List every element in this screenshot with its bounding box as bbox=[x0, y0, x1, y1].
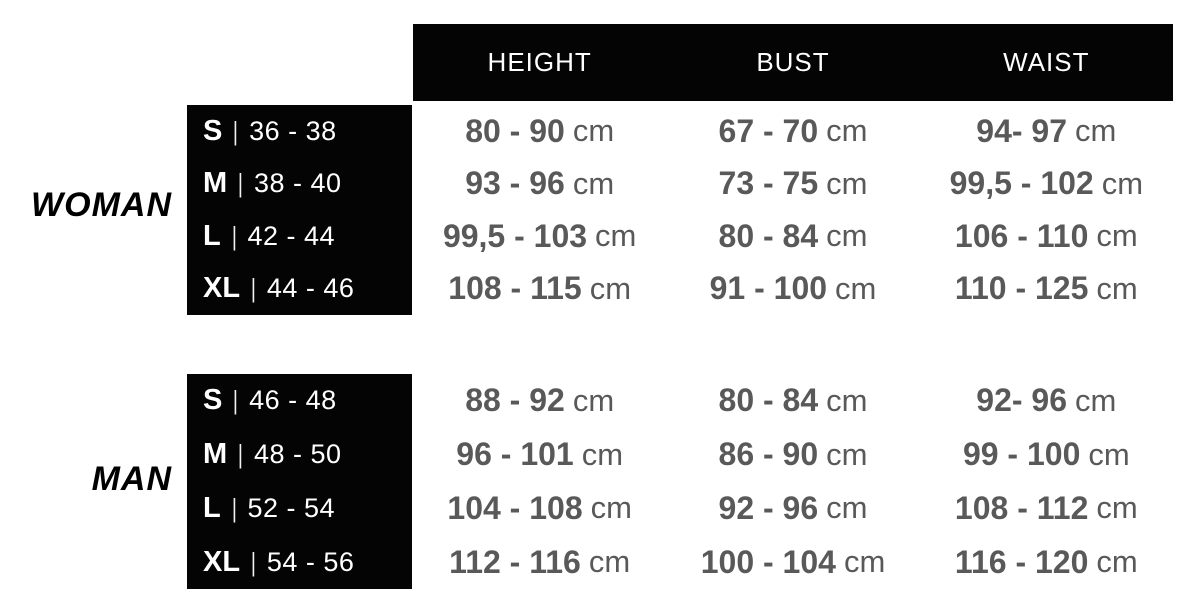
measurement-value: 91 - 100 bbox=[709, 270, 828, 307]
measurement-unit: cm bbox=[835, 270, 877, 306]
measurement-unit: cm bbox=[572, 165, 615, 201]
size-range: 46 - 48 bbox=[249, 385, 337, 416]
size-separator: | bbox=[233, 115, 239, 146]
cell-woman-m-bust bbox=[666, 158, 919, 211]
size-row-woman-xl bbox=[187, 263, 412, 316]
cell-man-l-waist bbox=[920, 482, 1173, 536]
measurement-value: 93 - 96 bbox=[465, 165, 565, 202]
measurement-value: 112 - 116 bbox=[449, 543, 581, 580]
size-letter: L bbox=[203, 219, 221, 252]
cell-woman-l-waist bbox=[920, 210, 1173, 263]
table-header-bar bbox=[413, 24, 1173, 101]
measurement-unit: cm bbox=[581, 436, 624, 472]
column-header-bust: BUST bbox=[756, 47, 830, 77]
cell-man-m-bust bbox=[666, 428, 919, 482]
measurements-grid-woman bbox=[413, 105, 1173, 315]
measurement-value: 99 - 100 bbox=[962, 436, 1081, 473]
size-letter: M bbox=[203, 438, 228, 471]
size-row-woman-l bbox=[187, 210, 412, 263]
cell-woman-xl-waist bbox=[920, 263, 1173, 316]
size-row-man-l bbox=[187, 482, 412, 536]
cell-woman-m-waist bbox=[920, 158, 1173, 211]
measurement-value: 99,5 - 103 bbox=[442, 217, 588, 254]
cell-woman-xl-bust bbox=[666, 263, 919, 316]
size-box-man bbox=[187, 374, 412, 589]
size-range: 36 - 38 bbox=[249, 115, 337, 146]
cell-man-s-height bbox=[413, 374, 666, 428]
measurement-unit: cm bbox=[589, 270, 632, 306]
measurement-value: 86 - 90 bbox=[718, 436, 819, 473]
size-letter: M bbox=[203, 167, 228, 200]
measurement-value: 108 - 115 bbox=[448, 270, 582, 307]
size-letter: S bbox=[203, 114, 223, 147]
size-separator: | bbox=[233, 385, 239, 416]
cell-woman-s-bust bbox=[666, 105, 919, 158]
measurement-unit: cm bbox=[1096, 270, 1138, 306]
cell-man-l-bust bbox=[666, 482, 919, 536]
column-header-waist: WAIST bbox=[1003, 47, 1090, 77]
measurement-unit: cm bbox=[843, 544, 886, 580]
cell-man-s-waist bbox=[920, 374, 1173, 428]
measurement-value: 108 - 112 bbox=[954, 489, 1089, 526]
measurement-value: 80 - 90 bbox=[465, 112, 565, 149]
cell-man-m-waist bbox=[920, 428, 1173, 482]
cell-man-s-bust bbox=[666, 374, 919, 428]
measurement-value: 100 - 104 bbox=[700, 543, 836, 580]
measurement-unit: cm bbox=[588, 544, 631, 580]
size-row-woman-m bbox=[187, 158, 412, 211]
size-range: 38 - 40 bbox=[253, 168, 342, 199]
column-header-height: HEIGHT bbox=[487, 47, 592, 77]
measurement-unit: cm bbox=[826, 113, 868, 149]
cell-woman-xl-height bbox=[413, 263, 666, 316]
measurement-value: 67 - 70 bbox=[718, 112, 819, 149]
size-range: 42 - 44 bbox=[247, 220, 336, 251]
measurement-unit: cm bbox=[1096, 544, 1138, 580]
measurement-value: 88 - 92 bbox=[465, 382, 565, 419]
size-separator: | bbox=[250, 273, 256, 304]
cell-woman-l-bust bbox=[666, 210, 919, 263]
size-letter: XL bbox=[203, 545, 241, 578]
measurement-unit: cm bbox=[826, 490, 868, 526]
cell-woman-s-height bbox=[413, 105, 666, 158]
measurement-unit: cm bbox=[590, 490, 632, 526]
measurement-value: 104 - 108 bbox=[447, 489, 583, 526]
section-label-woman: WOMAN bbox=[31, 185, 172, 224]
measurement-value: 92- 96 bbox=[976, 382, 1068, 419]
measurements-grid-man bbox=[413, 374, 1173, 589]
measurement-unit: cm bbox=[826, 382, 868, 418]
cell-man-l-height bbox=[413, 482, 666, 536]
section-label-man: MAN bbox=[91, 460, 172, 498]
measurement-value: 99,5 - 102 bbox=[949, 165, 1094, 202]
measurement-unit: cm bbox=[1088, 436, 1130, 472]
measurement-unit: cm bbox=[572, 382, 615, 418]
size-row-man-s bbox=[187, 374, 412, 428]
measurement-value: 80 - 84 bbox=[718, 217, 819, 254]
measurement-value: 94- 97 bbox=[976, 112, 1068, 149]
cell-woman-s-waist bbox=[920, 105, 1173, 158]
cell-man-xl-height bbox=[413, 535, 666, 589]
size-letter: XL bbox=[203, 272, 241, 305]
measurement-unit: cm bbox=[1075, 113, 1117, 149]
size-range: 52 - 54 bbox=[247, 492, 336, 523]
size-separator: | bbox=[250, 546, 256, 577]
measurement-unit: cm bbox=[1096, 490, 1138, 526]
measurement-unit: cm bbox=[1075, 382, 1117, 418]
size-letter: S bbox=[203, 384, 223, 417]
size-range: 48 - 50 bbox=[253, 439, 342, 470]
size-row-man-xl bbox=[187, 535, 412, 589]
size-row-man-m bbox=[187, 428, 412, 482]
measurement-value: 110 - 125 bbox=[954, 270, 1089, 307]
size-box-woman bbox=[187, 105, 412, 315]
cell-woman-l-height bbox=[413, 210, 666, 263]
cell-man-xl-waist bbox=[920, 535, 1173, 589]
cell-man-m-height bbox=[413, 428, 666, 482]
measurement-unit: cm bbox=[572, 113, 615, 149]
measurement-unit: cm bbox=[826, 218, 868, 254]
measurement-unit: cm bbox=[826, 436, 868, 472]
size-range: 44 - 46 bbox=[266, 273, 355, 304]
size-separator: | bbox=[231, 492, 237, 523]
measurement-value: 92 - 96 bbox=[718, 489, 819, 526]
measurement-unit: cm bbox=[1096, 218, 1138, 254]
size-separator: | bbox=[231, 220, 237, 251]
cell-woman-m-height bbox=[413, 158, 666, 211]
size-row-woman-s bbox=[187, 105, 412, 158]
measurement-value: 96 - 101 bbox=[456, 436, 574, 473]
size-separator: | bbox=[238, 168, 244, 199]
measurement-value: 116 - 120 bbox=[954, 543, 1089, 580]
measurement-value: 80 - 84 bbox=[718, 382, 819, 419]
size-letter: L bbox=[203, 491, 221, 524]
cell-man-xl-bust bbox=[666, 535, 919, 589]
size-range: 54 - 56 bbox=[266, 546, 355, 577]
size-separator: | bbox=[238, 439, 244, 470]
measurement-unit: cm bbox=[826, 165, 868, 201]
measurement-value: 73 - 75 bbox=[718, 165, 819, 202]
measurement-value: 106 - 110 bbox=[954, 217, 1089, 254]
measurement-unit: cm bbox=[595, 218, 637, 254]
measurement-unit: cm bbox=[1101, 165, 1144, 201]
